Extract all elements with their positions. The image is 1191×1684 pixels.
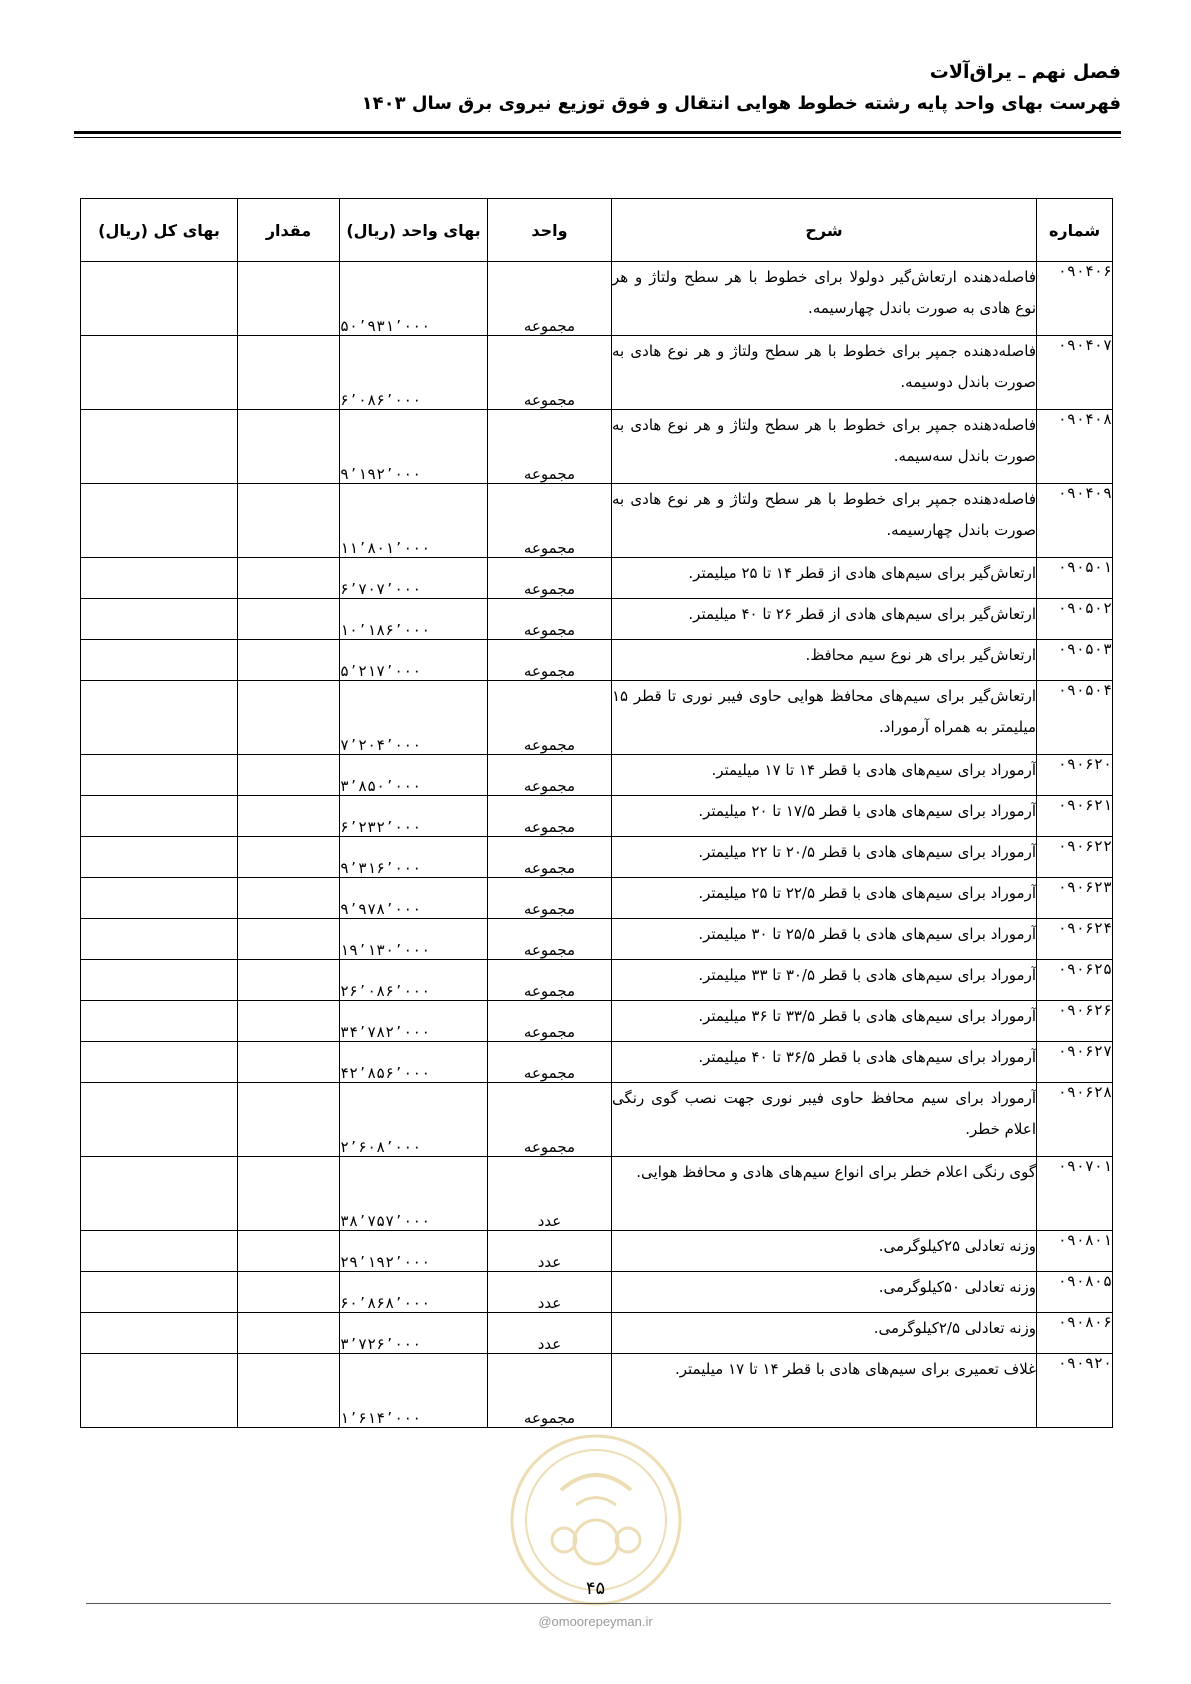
column-header-quantity: مقدار <box>238 199 340 262</box>
item-quantity <box>238 1354 340 1428</box>
item-number: ۰۹۰۴۰۹ <box>1037 484 1113 558</box>
item-description: وزنه تعادلی ۲/۵کیلوگرمی. <box>612 1313 1037 1354</box>
price-table <box>80 198 1113 1428</box>
item-total-price <box>81 681 238 755</box>
item-total-price <box>81 640 238 681</box>
item-unit: مجموعه <box>488 837 612 878</box>
item-unit: مجموعه <box>488 484 612 558</box>
item-unit: مجموعه <box>488 558 612 599</box>
table-row <box>81 484 1113 558</box>
table-row <box>81 960 1113 1001</box>
item-number: ۰۹۰۵۰۲ <box>1037 599 1113 640</box>
item-total-price <box>81 1001 238 1042</box>
item-number: ۰۹۰۷۰۱ <box>1037 1157 1113 1231</box>
item-unit-price: ۹٬۹۷۸٬۰۰۰ <box>340 878 488 919</box>
item-quantity <box>238 410 340 484</box>
item-total-price <box>81 1231 238 1272</box>
item-description: آرموراد برای سیم‌های هادی با قطر ۲۰/۵ تا ۲۲ میلیمتر. <box>612 837 1037 878</box>
table-row <box>81 1354 1113 1428</box>
item-unit-price: ۱٬۶۱۴٬۰۰۰ <box>340 1354 488 1428</box>
item-quantity <box>238 919 340 960</box>
item-description: آرموراد برای سیم‌های هادی با قطر ۳۰/۵ تا ۳۳ میلیمتر. <box>612 960 1037 1001</box>
item-unit-price: ۵۰٬۹۳۱٬۰۰۰ <box>340 262 488 336</box>
page-number: ۴۵ <box>585 1578 606 1599</box>
item-total-price <box>81 960 238 1001</box>
column-header-total-price: بهای کل (ریال) <box>81 199 238 262</box>
column-header-description: شرح <box>612 199 1037 262</box>
item-description: آرموراد برای سیم‌های هادی با قطر ۳۶/۵ تا ۴۰ میلیمتر. <box>612 1042 1037 1083</box>
item-number: ۰۹۰۶۲۳ <box>1037 878 1113 919</box>
item-unit: مجموعه <box>488 640 612 681</box>
item-number: ۰۹۰۶۲۸ <box>1037 1083 1113 1157</box>
item-total-price <box>81 1272 238 1313</box>
item-number: ۰۹۰۵۰۴ <box>1037 681 1113 755</box>
item-unit: مجموعه <box>488 599 612 640</box>
item-total-price <box>81 755 238 796</box>
item-number: ۰۹۰۴۰۸ <box>1037 410 1113 484</box>
item-description: آرموراد برای سیم‌های هادی با قطر ۱۴ تا ۱۷ میلیمتر. <box>612 755 1037 796</box>
item-quantity <box>238 878 340 919</box>
item-unit: عدد <box>488 1231 612 1272</box>
item-unit: مجموعه <box>488 1001 612 1042</box>
item-total-price <box>81 410 238 484</box>
item-unit: عدد <box>488 1272 612 1313</box>
item-unit-price: ۶٬۲۳۲٬۰۰۰ <box>340 796 488 837</box>
item-quantity <box>238 796 340 837</box>
table-row <box>81 1231 1113 1272</box>
item-number: ۰۹۰۶۲۱ <box>1037 796 1113 837</box>
item-unit: مجموعه <box>488 262 612 336</box>
item-number: ۰۹۰۴۰۶ <box>1037 262 1113 336</box>
item-unit: مجموعه <box>488 410 612 484</box>
item-unit-price: ۶۰٬۸۶۸٬۰۰۰ <box>340 1272 488 1313</box>
item-number: ۰۹۰۵۰۱ <box>1037 558 1113 599</box>
item-total-price <box>81 1157 238 1231</box>
item-total-price <box>81 796 238 837</box>
item-number: ۰۹۰۶۲۵ <box>1037 960 1113 1001</box>
table-row <box>81 837 1113 878</box>
item-unit-price: ۲۶٬۰۸۶٬۰۰۰ <box>340 960 488 1001</box>
item-quantity <box>238 1313 340 1354</box>
item-quantity <box>238 1001 340 1042</box>
item-number: ۰۹۰۸۰۵ <box>1037 1272 1113 1313</box>
item-quantity <box>238 599 340 640</box>
item-total-price <box>81 1083 238 1157</box>
item-quantity <box>238 755 340 796</box>
item-number: ۰۹۰۶۲۶ <box>1037 1001 1113 1042</box>
table-row <box>81 599 1113 640</box>
column-header-number: شماره <box>1037 199 1113 262</box>
item-unit: مجموعه <box>488 1354 612 1428</box>
item-number: ۰۹۰۵۰۳ <box>1037 640 1113 681</box>
item-description: وزنه تعادلی ۲۵کیلوگرمی. <box>612 1231 1037 1272</box>
table-row <box>81 1042 1113 1083</box>
item-description: ارتعاش‌گیر برای سیم‌های هادی از قطر ۱۴ تا ۲۵ میلیمتر. <box>612 558 1037 599</box>
item-total-price <box>81 1313 238 1354</box>
item-unit-price: ۵٬۲۱۷٬۰۰۰ <box>340 640 488 681</box>
item-quantity <box>238 1157 340 1231</box>
page-header <box>74 58 1121 118</box>
item-description: فاصله‌دهنده ارتعاش‌گیر دولولا برای خطوط با هر سطح ولتاژ و هر نوع هادی به صورت باندل چهارسیمه. <box>612 262 1037 336</box>
item-description: ارتعاش‌گیر برای سیم‌های هادی از قطر ۲۶ تا ۴۰ میلیمتر. <box>612 599 1037 640</box>
item-unit: مجموعه <box>488 681 612 755</box>
item-quantity <box>238 1083 340 1157</box>
item-unit-price: ۹٬۱۹۲٬۰۰۰ <box>340 410 488 484</box>
table-row <box>81 336 1113 410</box>
item-number: ۰۹۰۶۲۷ <box>1037 1042 1113 1083</box>
table-row <box>81 1157 1113 1231</box>
table-row <box>81 1083 1113 1157</box>
item-quantity <box>238 558 340 599</box>
table-row <box>81 262 1113 336</box>
table-row <box>81 1272 1113 1313</box>
item-total-price <box>81 1354 238 1428</box>
table-row <box>81 755 1113 796</box>
item-description: آرموراد برای سیم‌های هادی با قطر ۳۳/۵ تا ۳۶ میلیمتر. <box>612 1001 1037 1042</box>
table-row <box>81 1001 1113 1042</box>
header-rule-thick <box>74 131 1121 134</box>
item-description: غلاف تعمیری برای سیم‌های هادی با قطر ۱۴ تا ۱۷ میلیمتر. <box>612 1354 1037 1428</box>
item-unit: مجموعه <box>488 960 612 1001</box>
item-description: ارتعاش‌گیر برای هر نوع سیم محافظ. <box>612 640 1037 681</box>
item-description: ارتعاش‌گیر برای سیم‌های محافظ هوایی حاوی فیبر نوری تا قطر ۱۵ میلیمتر به همراه آرموراد. <box>612 681 1037 755</box>
item-description: فاصله‌دهنده جمپر برای خطوط با هر سطح ولتاژ و هر نوع هادی به صورت باندل دوسیمه. <box>612 336 1037 410</box>
item-number: ۰۹۰۹۲۰ <box>1037 1354 1113 1428</box>
item-unit-price: ۳٬۷۲۶٬۰۰۰ <box>340 1313 488 1354</box>
table-row <box>81 410 1113 484</box>
item-total-price <box>81 837 238 878</box>
item-total-price <box>81 1042 238 1083</box>
item-number: ۰۹۰۸۰۱ <box>1037 1231 1113 1272</box>
table-row <box>81 878 1113 919</box>
table-row <box>81 681 1113 755</box>
table-row <box>81 1313 1113 1354</box>
table-body <box>81 262 1113 1428</box>
header-rule-thin <box>74 137 1121 138</box>
item-unit: مجموعه <box>488 919 612 960</box>
item-number: ۰۹۰۶۲۲ <box>1037 837 1113 878</box>
item-unit: مجموعه <box>488 796 612 837</box>
item-total-price <box>81 484 238 558</box>
item-quantity <box>238 262 340 336</box>
item-quantity <box>238 1272 340 1313</box>
table-row <box>81 558 1113 599</box>
item-unit-price: ۱۰٬۱۸۶٬۰۰۰ <box>340 599 488 640</box>
item-quantity <box>238 1042 340 1083</box>
column-header-unit: واحد <box>488 199 612 262</box>
table-row <box>81 640 1113 681</box>
item-number: ۰۹۰۶۲۰ <box>1037 755 1113 796</box>
item-description: فاصله‌دهنده جمپر برای خطوط با هر سطح ولتاژ و هر نوع هادی به صورت باندل چهارسیمه. <box>612 484 1037 558</box>
item-unit: عدد <box>488 1313 612 1354</box>
item-description: آرموراد برای سیم‌های هادی با قطر ۲۲/۵ تا ۲۵ میلیمتر. <box>612 878 1037 919</box>
item-total-price <box>81 919 238 960</box>
website-watermark: @omoorepeyman.ir <box>538 1614 653 1629</box>
item-unit-price: ۳۸٬۷۵۷٬۰۰۰ <box>340 1157 488 1231</box>
item-unit-price: ۶٬۰۸۶٬۰۰۰ <box>340 336 488 410</box>
item-unit-price: ۳۴٬۷۸۲٬۰۰۰ <box>340 1001 488 1042</box>
item-description: وزنه تعادلی ۵۰کیلوگرمی. <box>612 1272 1037 1313</box>
item-description: گوی رنگی اعلام خطر برای انواع سیم‌های هادی و محافظ هوایی. <box>612 1157 1037 1231</box>
item-quantity <box>238 837 340 878</box>
chapter-title: فصل نهم ـ یراق‌آلات <box>929 61 1121 83</box>
item-unit-price: ۹٬۳۱۶٬۰۰۰ <box>340 837 488 878</box>
item-number: ۰۹۰۴۰۷ <box>1037 336 1113 410</box>
item-unit: مجموعه <box>488 878 612 919</box>
item-unit-price: ۶٬۷۰۷٬۰۰۰ <box>340 558 488 599</box>
item-number: ۰۹۰۶۲۴ <box>1037 919 1113 960</box>
item-description: آرموراد برای سیم‌های هادی با قطر ۲۵/۵ تا ۳۰ میلیمتر. <box>612 919 1037 960</box>
item-unit-price: ۲٬۶۰۸٬۰۰۰ <box>340 1083 488 1157</box>
item-unit: مجموعه <box>488 1083 612 1157</box>
item-description: آرموراد برای سیم‌های هادی با قطر ۱۷/۵ تا ۲۰ میلیمتر. <box>612 796 1037 837</box>
table-header-row <box>81 199 1113 262</box>
item-quantity <box>238 484 340 558</box>
item-unit-price: ۲۹٬۱۹۲٬۰۰۰ <box>340 1231 488 1272</box>
item-total-price <box>81 262 238 336</box>
item-quantity <box>238 336 340 410</box>
item-description: فاصله‌دهنده جمپر برای خطوط با هر سطح ولتاژ و هر نوع هادی به صورت باندل سه‌سیمه. <box>612 410 1037 484</box>
item-total-price <box>81 336 238 410</box>
item-quantity <box>238 681 340 755</box>
column-header-unit-price: بهای واحد (ریال) <box>340 199 488 262</box>
item-unit: عدد <box>488 1157 612 1231</box>
item-total-price <box>81 878 238 919</box>
table-row <box>81 796 1113 837</box>
item-unit-price: ۴۲٬۸۵۶٬۰۰۰ <box>340 1042 488 1083</box>
table-row <box>81 919 1113 960</box>
item-unit: مجموعه <box>488 1042 612 1083</box>
item-quantity <box>238 1231 340 1272</box>
item-total-price <box>81 558 238 599</box>
item-unit-price: ۳٬۸۵۰٬۰۰۰ <box>340 755 488 796</box>
item-unit-price: ۱۱٬۸۰۱٬۰۰۰ <box>340 484 488 558</box>
item-total-price <box>81 599 238 640</box>
item-unit-price: ۱۹٬۱۳۰٬۰۰۰ <box>340 919 488 960</box>
item-description: آرموراد برای سیم محافظ حاوی فیبر نوری جهت نصب گوی رنگی اعلام خطر. <box>612 1083 1037 1157</box>
item-unit-price: ۷٬۲۰۴٬۰۰۰ <box>340 681 488 755</box>
item-unit: مجموعه <box>488 755 612 796</box>
item-number: ۰۹۰۸۰۶ <box>1037 1313 1113 1354</box>
item-unit: مجموعه <box>488 336 612 410</box>
item-quantity <box>238 960 340 1001</box>
document-subtitle: فهرست بهای واحد پایه رشته خطوط هوایی انتقال و فوق توزیع نیروی برق سال ۱۴۰۳ <box>361 93 1121 114</box>
footer-rule <box>86 1603 1111 1604</box>
item-quantity <box>238 640 340 681</box>
